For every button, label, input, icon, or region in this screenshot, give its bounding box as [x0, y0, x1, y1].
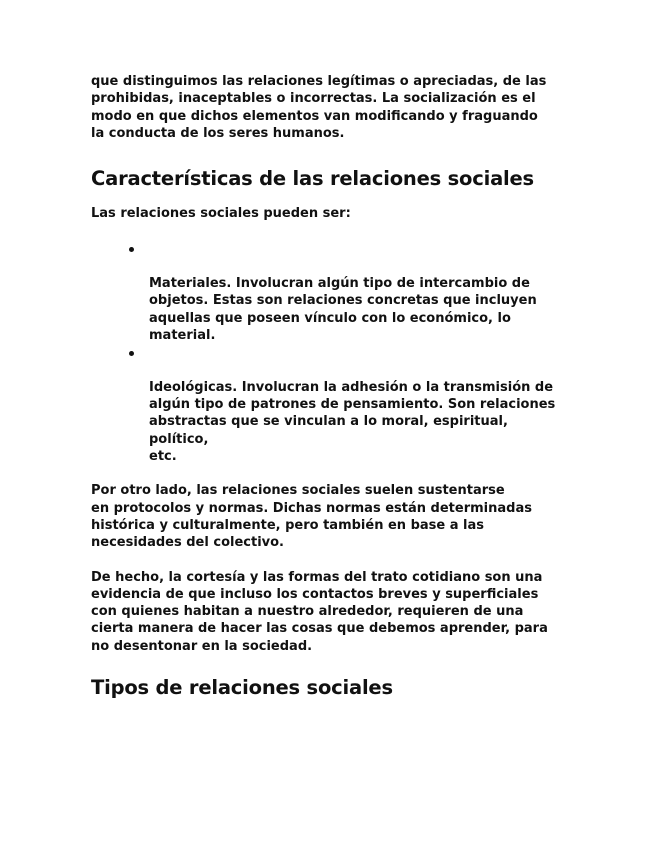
relations-list — [91, 240, 571, 465]
heading-characteristics: Características de las relaciones sociales — [91, 167, 534, 191]
list-item-text: Materiales. Involucran algún tipo de intercambio de objetos. Estas son relaciones concretas que incluyen aquellas que poseen vínculo con lo económico, lo material. — [149, 276, 537, 343]
paragraph-socialization: que distinguimos las relaciones legítimas o apreciadas, de las prohibidas, inaceptables o incorrectas. La socialización es el modo en que dichos elementos van modificando y fraguando la conducta de los seres humanos. — [91, 74, 547, 141]
intro-text: Las relaciones sociales pueden ser: — [91, 206, 351, 222]
document-body — [91, 73, 571, 701]
paragraph-norms: Por otro lado, las relaciones sociales suelen sustentarse en protocolos y normas. Dichas normas están determinadas histórica y culturalmente, pero también en base a las necesidades del colectivo. — [91, 483, 532, 551]
bullet-icon — [129, 247, 134, 252]
heading-types: Tipos de relaciones sociales — [91, 676, 393, 700]
list-item-ideologicas — [91, 344, 571, 465]
bullet-icon — [129, 351, 134, 356]
list-item-text: Ideológicas. Involucran la adhesión o la transmisión de algún tipo de patrones de pensamiento. Son relaciones abstractas que se vinculan a lo moral, espiritual, político, etc. — [149, 379, 556, 465]
paragraph-courtesy: De hecho, la cortesía y las formas del trato cotidiano son una evidencia de que incluso los contactos breves y superficiales con quienes habitan a nuestro alrededor, requieren de una cierta manera de hacer las cosas que debemos aprender, para no desentonar en la sociedad. — [91, 569, 548, 654]
list-item-materiales — [91, 240, 571, 344]
